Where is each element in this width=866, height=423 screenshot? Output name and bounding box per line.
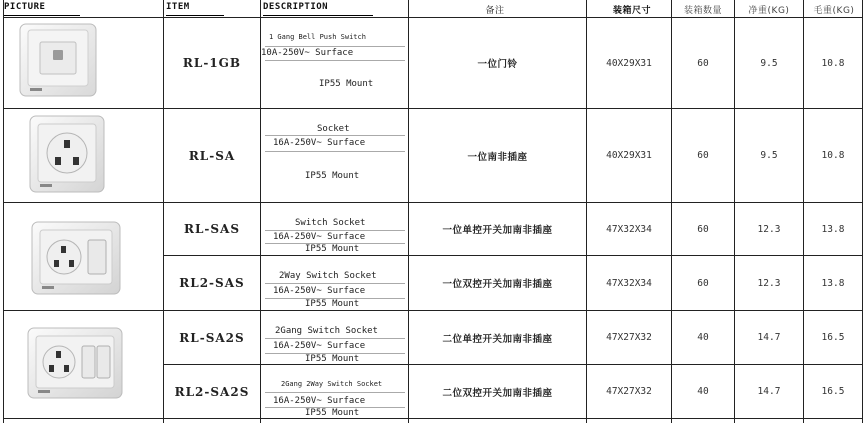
qty-cell: 40: [697, 332, 709, 343]
header-carton-size: 装箱尺寸: [612, 6, 651, 16]
header-net-weight: 净重(KG): [748, 6, 790, 16]
description-line: 16A-250V~ Surface: [273, 341, 366, 351]
header-description: DESCRIPTION: [263, 2, 373, 16]
remark-cell: 二位双控开关加南非插座: [442, 387, 553, 399]
gross-weight-cell: 16.5: [821, 332, 845, 343]
socket-image: [28, 114, 108, 196]
gross-weight-cell: 10.8: [821, 150, 845, 161]
gross-weight-cell: 13.8: [821, 277, 845, 289]
net-weight-cell: 14.7: [757, 386, 781, 397]
description-line: Socket: [317, 124, 350, 134]
description-cell: [261, 203, 408, 255]
description-cell: [261, 256, 408, 310]
net-weight-cell: 9.5: [760, 57, 778, 69]
description-line: 2Gang 2Way Switch Socket: [281, 380, 383, 388]
header-qty: 装箱数量: [683, 6, 722, 16]
description-line: IP55 Mount: [319, 79, 374, 89]
description-line: 10A-250V~ Surface: [261, 48, 354, 58]
carton-size-cell: 47X32X34: [606, 277, 652, 289]
remark-cell: 一位双控开关加南非插座: [442, 279, 553, 290]
header-remark: 备注: [485, 6, 505, 16]
remark-cell: 一位南非插座: [467, 151, 528, 163]
two-gang-switch-socket-image: [26, 326, 124, 402]
description-cell: [261, 311, 408, 364]
description-line: 2Gang Switch Socket: [275, 326, 378, 336]
description-line: IP55 Mount: [305, 244, 360, 254]
qty-cell: 60: [697, 277, 709, 289]
description-cell: [261, 365, 408, 418]
carton-size-cell: 47X27X32: [606, 332, 652, 343]
gross-weight-cell: 13.8: [821, 223, 845, 235]
header-picture: PICTURE: [4, 2, 80, 16]
grid-line: [862, 0, 863, 423]
gross-weight-cell: 16.5: [821, 386, 845, 397]
item-code: RL2-SA2S: [174, 384, 250, 399]
qty-cell: 60: [697, 150, 709, 161]
description-line: 16A-250V~ Surface: [273, 396, 366, 406]
item-code: RL2-SAS: [179, 276, 245, 290]
bell-push-switch-image: [18, 22, 100, 100]
description-line: IP55 Mount: [305, 354, 360, 364]
description-line: IP55 Mount: [305, 171, 360, 181]
qty-cell: 60: [697, 57, 709, 69]
grid-line: [4, 418, 863, 419]
description-cell: [261, 109, 408, 202]
remark-cell: 一位门铃: [477, 59, 518, 70]
carton-size-cell: 40X29X31: [606, 57, 652, 69]
remark-cell: 二位单控开关加南非插座: [442, 333, 553, 345]
qty-cell: 60: [697, 223, 709, 235]
header-item: ITEM: [166, 2, 224, 16]
net-weight-cell: 12.3: [757, 223, 781, 235]
description-line: 16A-250V~ Surface: [273, 286, 366, 296]
item-code: RL-1GB: [182, 56, 242, 70]
item-code: RL-SA: [188, 148, 236, 163]
description-line: IP55 Mount: [305, 299, 360, 309]
carton-size-cell: 47X32X34: [606, 223, 652, 235]
gross-weight-cell: 10.8: [821, 57, 845, 69]
carton-size-cell: 40X29X31: [606, 150, 652, 161]
description-line: Switch Socket: [295, 218, 366, 228]
description-cell: [261, 18, 408, 108]
grid-line: [3, 0, 4, 423]
description-line: 16A-250V~ Surface: [273, 138, 366, 148]
item-code: RL-SA2S: [179, 330, 245, 345]
item-code: RL-SAS: [183, 222, 241, 236]
description-line: IP55 Mount: [305, 408, 360, 418]
net-weight-cell: 9.5: [760, 150, 778, 161]
remark-cell: 一位单控开关加南非插座: [442, 225, 553, 236]
net-weight-cell: 12.3: [757, 277, 781, 289]
description-line: 2Way Switch Socket: [279, 271, 377, 281]
description-line: 1 Gang Bell Push Switch: [269, 33, 366, 41]
carton-size-cell: 47X27X32: [606, 386, 652, 397]
switch-socket-image: [30, 220, 122, 298]
net-weight-cell: 14.7: [757, 332, 781, 343]
qty-cell: 40: [697, 386, 709, 397]
header-gross-weight: 毛重(KG): [813, 6, 855, 16]
description-line: 16A-250V~ Surface: [273, 232, 366, 242]
